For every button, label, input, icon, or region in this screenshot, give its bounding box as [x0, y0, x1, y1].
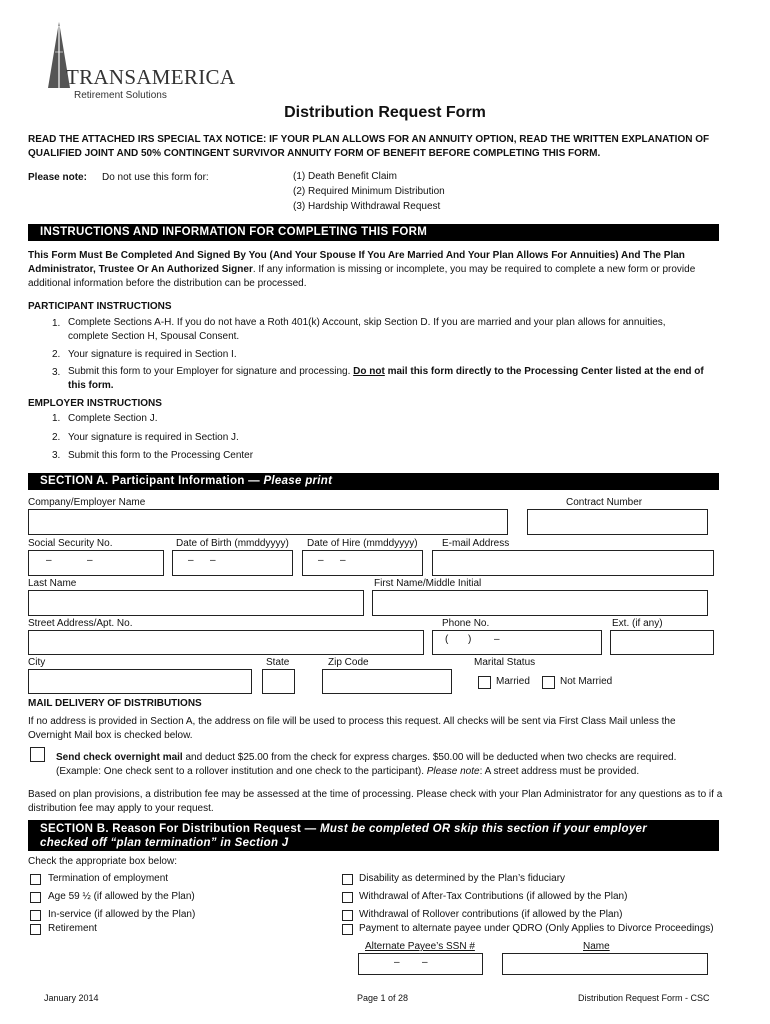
- reason-label: Age 59 ½ (if allowed by the Plan): [48, 891, 195, 902]
- field-separator: –: [188, 555, 194, 566]
- participant-step: Complete Sections A-H. If you do not have a Roth 401(k) Account, skip Section D. If you are married and your plan allows for annuities, complete Section H, Spousal Consent.: [68, 317, 666, 342]
- email-input[interactable]: [432, 550, 714, 576]
- state-input[interactable]: [262, 669, 295, 694]
- ext-label: Ext. (if any): [612, 618, 663, 629]
- section-b-title: SECTION B. Reason For Distribution Request —: [40, 823, 320, 835]
- irs-notice: READ THE ATTACHED IRS SPECIAL TAX NOTICE: IF YOUR PLAN ALLOWS FOR AN ANNUITY OPTION, READ THE WRITTEN EXPLANATION OF QUALIFIED JOINT AND 50% CONTINGENT SURVIVOR ANNUITY FORM OF BENEFIT BEFORE COMPLETING THIS FORM.: [28, 134, 710, 159]
- exclusion-item: (3) Hardship Withdrawal Request: [293, 201, 441, 212]
- section-b-subtitle: Must be completed OR skip this section if your employer: [319, 823, 647, 835]
- state-label: State: [266, 657, 290, 668]
- alt-payee-ssn-label: Alternate Payee’s SSN #: [365, 941, 475, 952]
- section-a-subtitle: Please print: [263, 475, 333, 487]
- footer-page: Page 1 of 28: [357, 993, 409, 1003]
- married-label: Married: [496, 676, 530, 687]
- list-number: 3.: [52, 450, 61, 461]
- check-label: Check the appropriate box below:: [28, 856, 177, 867]
- participant-instructions-title: PARTICIPANT INSTRUCTIONS: [28, 301, 172, 312]
- section-a-header: [28, 473, 719, 490]
- distribution-fee-text: Based on plan provisions, a distribution fee may be assessed at the time of processing. Please check with your Plan Administrator for any questions as to if a distribution fee may apply to your request.: [28, 789, 723, 814]
- reason-label: Withdrawal of After-Tax Contributions (if allowed by the Plan): [359, 891, 628, 902]
- instructions-header: INSTRUCTIONS AND INFORMATION FOR COMPLETING THIS FORM: [28, 224, 719, 241]
- footer-date: January 2014: [44, 993, 99, 1003]
- list-number: 2.: [52, 349, 61, 360]
- step-text-bold: mail this form directly to the Processing Center listed at the end of this form.: [68, 366, 704, 391]
- overnight-mail-end: : A street address must be provided.: [479, 766, 640, 777]
- employer-step: Your signature is required in Section J.: [68, 432, 239, 443]
- field-separator: –: [87, 555, 93, 566]
- footer-form-name: Distribution Request Form - CSC: [578, 993, 710, 1003]
- field-separator: –: [422, 957, 428, 968]
- field-separator: –: [46, 555, 52, 566]
- instructions-intro-rest: . If any information is missing or incomplete, you may be required to complete a new form or provide additional information before the distribution can be processed.: [28, 264, 696, 289]
- instructions-intro: [28, 249, 723, 291]
- first-name-label: First Name/Middle Initial: [374, 578, 482, 589]
- field-separator: –: [210, 555, 216, 566]
- doh-label: Date of Hire (mmddyyyy): [307, 538, 418, 549]
- company-input[interactable]: [28, 509, 508, 535]
- overnight-mail-bold: Send check overnight mail: [56, 752, 183, 763]
- please-note-text: Do not use this form for:: [102, 172, 209, 183]
- first-name-input[interactable]: [372, 590, 708, 616]
- marital-label: Marital Status: [474, 657, 536, 668]
- city-input[interactable]: [28, 669, 252, 694]
- section-b-header: [28, 820, 719, 851]
- overnight-mail-checkbox[interactable]: [30, 747, 45, 762]
- company-label: Company/Employer Name: [28, 497, 146, 508]
- participant-step: [68, 365, 718, 393]
- alt-payee-ssn-input[interactable]: [358, 953, 483, 975]
- phone-label: Phone No.: [442, 618, 490, 629]
- overnight-mail-note: Please note: [426, 766, 480, 777]
- reason-label: Retirement: [48, 923, 97, 934]
- reason-label: Payment to alternate payee under QDRO (Only Applies to Divorce Proceedings): [359, 923, 714, 934]
- step-emphasis: Do not: [353, 366, 385, 377]
- exclusion-item: (2) Required Minimum Distribution: [293, 186, 445, 197]
- reason-label: Withdrawal of Rollover contributions (if allowed by the Plan): [359, 909, 623, 920]
- married-checkbox[interactable]: [478, 676, 491, 689]
- overnight-mail-text: [56, 751, 718, 779]
- step-text: Submit this form to your Employer for signature and processing.: [68, 366, 354, 377]
- transamerica-logo: [44, 22, 254, 102]
- last-name-input[interactable]: [28, 590, 364, 616]
- employer-step: Submit this form to the Processing Center: [68, 450, 254, 461]
- page-title: Distribution Request Form: [284, 104, 486, 121]
- field-separator: –: [394, 957, 400, 968]
- street-input[interactable]: [28, 630, 424, 655]
- contract-input[interactable]: [527, 509, 708, 535]
- employer-instructions-title: EMPLOYER INSTRUCTIONS: [28, 398, 162, 409]
- field-separator: ): [468, 634, 472, 645]
- in-service-checkbox[interactable]: [30, 910, 41, 921]
- zip-input[interactable]: [322, 669, 452, 694]
- not-married-checkbox[interactable]: [542, 676, 555, 689]
- alt-payee-name-input[interactable]: [502, 953, 708, 975]
- phone-input[interactable]: [432, 630, 602, 655]
- ext-input[interactable]: [610, 630, 714, 655]
- list-number: 1.: [52, 413, 61, 424]
- field-separator: –: [318, 555, 324, 566]
- zip-label: Zip Code: [328, 657, 369, 668]
- reason-label: Disability as determined by the Plan’s fiduciary: [359, 873, 566, 884]
- logo-sub: Retirement Solutions: [74, 90, 167, 101]
- dob-label: Date of Birth (mmddyyyy): [176, 538, 289, 549]
- rollover-checkbox[interactable]: [342, 910, 353, 921]
- please-note-label: Please note:: [28, 172, 87, 183]
- email-label: E-mail Address: [442, 538, 510, 549]
- instructions-intro-bold: This Form Must Be Completed And Signed By You (And Your Spouse If You Are Married And Your Plan Allows For Annuities) And The Plan Administrator, Trustee Or An Authorized Signer: [28, 250, 685, 275]
- alt-payee-name-label: Name: [583, 941, 610, 952]
- last-name-label: Last Name: [28, 578, 77, 589]
- after-tax-checkbox[interactable]: [342, 892, 353, 903]
- reason-label: Termination of employment: [48, 873, 169, 884]
- city-label: City: [28, 657, 46, 668]
- ssn-label: Social Security No.: [28, 538, 113, 549]
- disability-checkbox[interactable]: [342, 874, 353, 885]
- field-separator: –: [340, 555, 346, 566]
- section-b-subtitle-2: checked off “plan termination” in Section J: [40, 837, 289, 849]
- mail-delivery-text: If no address is provided in Section A, the address on file will be used to process this request. All checks will be sent via First Class Mail unless the Overnight Mail box is checked below.: [28, 716, 676, 741]
- logo-brand: TRANSAMERICA: [66, 65, 236, 89]
- qdro-checkbox[interactable]: [342, 924, 353, 935]
- participant-step: Your signature is required in Section I.: [68, 349, 237, 360]
- employer-step: Complete Section J.: [68, 413, 158, 424]
- list-number: 2.: [52, 432, 61, 443]
- age-59-checkbox[interactable]: [30, 892, 41, 903]
- exclusion-item: (1) Death Benefit Claim: [293, 171, 397, 182]
- contract-label: Contract Number: [566, 497, 643, 508]
- not-married-label: Not Married: [560, 676, 613, 687]
- mail-delivery-title: MAIL DELIVERY OF DISTRIBUTIONS: [28, 698, 202, 709]
- reason-label: In-service (if allowed by the Plan): [48, 909, 196, 920]
- termination-checkbox[interactable]: [30, 874, 41, 885]
- section-a-title: SECTION A. Participant Information —: [40, 475, 264, 487]
- street-label: Street Address/Apt. No.: [28, 618, 133, 629]
- overnight-mail-rest: and deduct $25.00 from the check for express charges. $50.00 will be deducted when two checks are required. (Example: One check sent to a rollover institution and one check to the participant).: [56, 752, 677, 777]
- field-separator: –: [494, 634, 500, 645]
- list-number: 3.: [52, 367, 61, 378]
- list-number: 1.: [52, 318, 61, 329]
- field-separator: (: [445, 634, 449, 645]
- retirement-checkbox[interactable]: [30, 924, 41, 935]
